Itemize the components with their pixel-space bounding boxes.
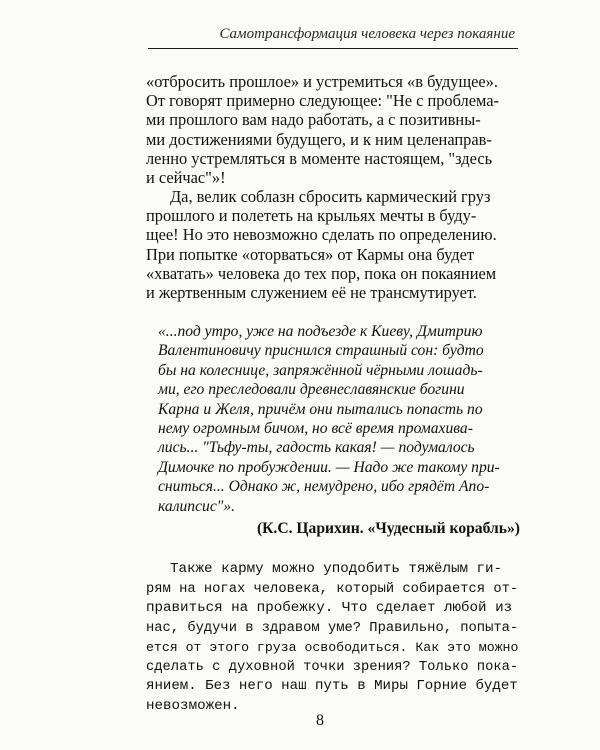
- paragraph-1: [146, 72, 520, 187]
- text-line: ленно устремляться в моменте настоящем, "здесь: [146, 148, 493, 168]
- quote-line: нему огромным бичом, но всё время промахива-: [158, 420, 473, 438]
- text-line: прошлого и полететь на крыльях мечты в буду-: [146, 206, 477, 226]
- page-number: 8: [316, 712, 324, 729]
- text-line: Также карму можно уподобить тяжёлым ги-: [170, 561, 503, 577]
- text-line: янием. Без него наш путь в Миры Горние будет: [146, 678, 518, 694]
- quote-line: лись... "Тьфу-ты, гадость какая! — подумалось: [158, 439, 475, 457]
- text-line: и сейчас"»!: [146, 168, 226, 188]
- quote-line: ми, его преследовали древнеславянские богини: [158, 381, 465, 399]
- text-line: невозможен.: [146, 697, 240, 714]
- text-line: рям на ногах человека, который собирается от-: [146, 581, 519, 597]
- text-line: и жертвенным служением её не трансмутирует.: [146, 283, 477, 303]
- quote-line: Димочке по пробуждении. — Надо же такому при-: [158, 458, 500, 476]
- text-line: ми прошлого вам надо работать, а с позитивны-: [146, 110, 481, 130]
- quote-line: сниться... Однако ж, немудрено, ибо грядёт Апо-: [158, 478, 490, 496]
- text-line: ми достижениями будущего, и к ним целенаправ-: [146, 129, 492, 149]
- text-line: сделать с духовной точки зрения? Только пока-: [146, 659, 519, 675]
- quote-line: Карна и Желя, причём они пытались попасть по: [158, 400, 483, 418]
- paragraph-3: [146, 560, 520, 716]
- epigraph-quote: [158, 322, 518, 516]
- quote-line: «...под утро, уже на подъезде к Киеву, Дмитрию: [158, 323, 483, 340]
- text-line: Да, велик соблазн сбросить кармический груз: [170, 187, 491, 206]
- text-line: При попытке «оторваться» от Кармы она будет: [146, 244, 475, 264]
- text-line: ется от этого груза освободиться. Как это можно: [146, 640, 519, 655]
- text-line: «отбросить прошлое» и устремиться «в будущее».: [146, 72, 498, 91]
- paragraph-2: [146, 187, 520, 302]
- text-line: От говорят примерно следующее: "Не с проблема-: [146, 91, 499, 111]
- header-rule: [148, 48, 518, 49]
- running-head: Самотрансформация человека через покаяние: [219, 26, 515, 42]
- quote-attribution: (К.С. Царихин. «Чудесный корабль»): [256, 520, 520, 537]
- text-line: щее! Но это невозможно сделать по определению.: [146, 225, 497, 245]
- quote-line: калипсис"».: [158, 497, 235, 515]
- text-line: «хватать» человека до тех пор, пока он покаянием: [146, 263, 497, 283]
- text-line: правиться на пробежку. Что сделает любой из: [146, 600, 513, 616]
- text-line: нас, будучи в здравом уме? Правильно, попыта-: [146, 620, 519, 636]
- quote-line: Валентиновичу приснился страшный сон: будто: [158, 342, 484, 360]
- quote-line: бы на колеснице, запряжённой чёрными лошадь-: [158, 361, 483, 379]
